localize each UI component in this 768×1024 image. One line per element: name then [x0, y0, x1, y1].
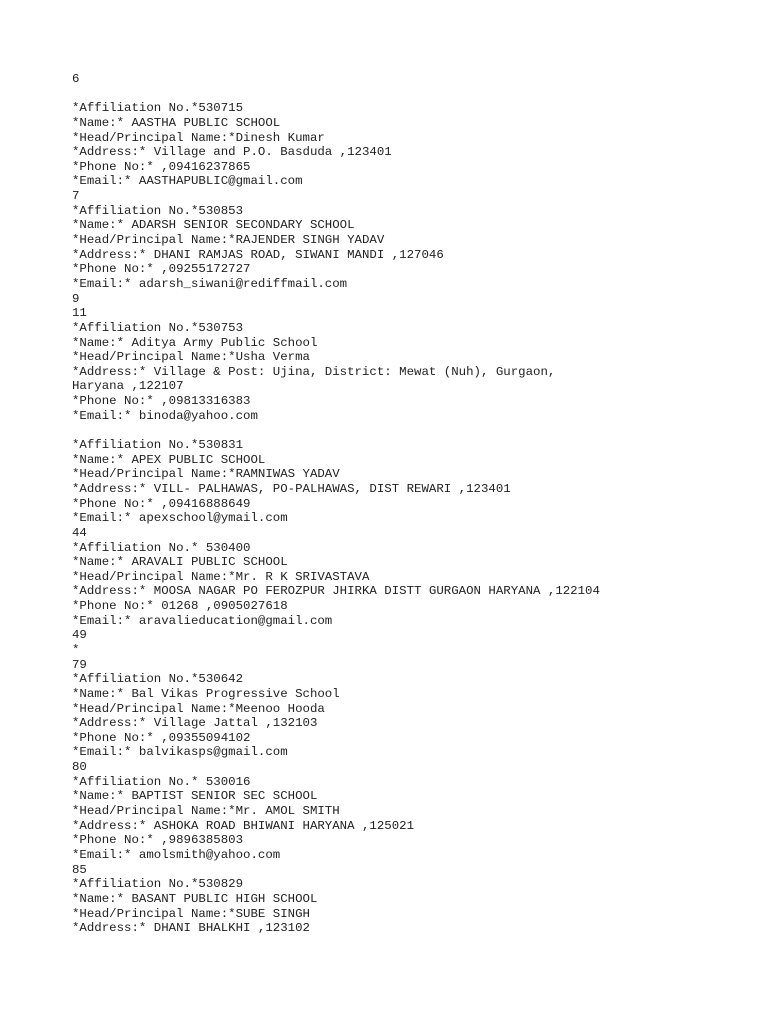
text-line: *Email:* amolsmith@yahoo.com [72, 847, 281, 862]
text-line: *Email:* balvikasps@gmail.com [72, 745, 288, 760]
text-line: *Phone No:* ,09255172727 [72, 262, 251, 277]
text-line: *Phone No:* ,09416888649 [72, 496, 251, 511]
text-line: *Head/Principal Name:*Mr. R K SRIVASTAVA [72, 569, 370, 584]
text-line: *Affiliation No.*530642 [72, 672, 244, 687]
text-line: 9 [72, 291, 80, 306]
text-line: *Name:* AASTHA PUBLIC SCHOOL [72, 115, 281, 130]
text-line: 49 [72, 628, 87, 643]
text-line: *Address:* DHANI RAMJAS ROAD, SIWANI MANDI ,127046 [72, 247, 444, 262]
text-line: *Name:* APEX PUBLIC SCHOOL [72, 452, 266, 467]
text-line: *Email:* aravalieducation@gmail.com [72, 613, 333, 628]
text-line: *Address:* VILL- PALHAWAS, PO-PALHAWAS, DIST REWARI ,123401 [72, 481, 511, 496]
text-line: *Address:* Village and P.O. Basduda ,123401 [72, 145, 392, 160]
text-line: Haryana ,122107 [72, 379, 184, 394]
text-line: *Head/Principal Name:*Meenoo Hooda [72, 701, 325, 716]
text-line: *Phone No:* ,09355094102 [72, 730, 251, 745]
text-line: *Address:* Village Jattal ,132103 [72, 716, 318, 731]
text-line: *Head/Principal Name:*Mr. AMOL SMITH [72, 804, 340, 819]
text-line [72, 87, 752, 102]
text-line: *Affiliation No.* 530016 [72, 774, 251, 789]
text-line: *Address:* Village & Post: Ujina, District: Mewat (Nuh), Gurgaon, [72, 364, 556, 379]
text-line: *Affiliation No.*530753 [72, 320, 244, 335]
text-line: *Name:* Bal Vikas Progressive School [72, 686, 340, 701]
text-line: 11 [72, 306, 87, 321]
text-line: *Name:* Aditya Army Public School [72, 335, 318, 350]
text-line: *Phone No:* 01268 ,0905027618 [72, 599, 288, 614]
text-line: *Head/Principal Name:*RAJENDER SINGH YADAV [72, 233, 385, 248]
text-line: *Email:* AASTHAPUBLIC@gmail.com [72, 174, 303, 189]
text-line: *Address:* ASHOKA ROAD BHIWANI HARYANA ,125021 [72, 818, 415, 833]
text-line: *Affiliation No.*530715 [72, 101, 244, 116]
text-line: *Head/Principal Name:*SUBE SINGH [72, 906, 310, 921]
text-line: *Name:* ARAVALI PUBLIC SCHOOL [72, 555, 288, 570]
text-line: * [72, 642, 80, 657]
text-line: *Head/Principal Name:*Dinesh Kumar [72, 130, 325, 145]
text-line: 7 [72, 189, 80, 204]
text-line: *Affiliation No.* 530400 [72, 540, 251, 555]
text-line: *Phone No:* ,09813316383 [72, 394, 251, 409]
text-line: *Email:* apexschool@ymail.com [72, 511, 288, 526]
text-line: *Address:* DHANI BHALKHI ,123102 [72, 921, 310, 936]
text-line: *Affiliation No.*530853 [72, 203, 244, 218]
text-line: 80 [72, 760, 87, 775]
document-page [72, 72, 752, 936]
text-line: *Affiliation No.*530831 [72, 438, 244, 453]
text-line: *Phone No:* ,9896385803 [72, 833, 244, 848]
text-line [72, 423, 752, 438]
text-line: 85 [72, 862, 87, 877]
text-line: *Name:* BAPTIST SENIOR SEC SCHOOL [72, 789, 318, 804]
text-line: *Email:* binoda@yahoo.com [72, 408, 258, 423]
text-line: *Affiliation No.*530829 [72, 877, 244, 892]
text-line: *Name:* BASANT PUBLIC HIGH SCHOOL [72, 891, 318, 906]
text-line: *Head/Principal Name:*RAMNIWAS YADAV [72, 467, 340, 482]
text-line: *Email:* adarsh_siwani@rediffmail.com [72, 276, 348, 291]
text-line: *Address:* MOOSA NAGAR PO FEROZPUR JHIRKA DISTT GURGAON HARYANA ,122104 [72, 584, 600, 599]
text-line: *Head/Principal Name:*Usha Verma [72, 350, 310, 365]
text-line: *Name:* ADARSH SENIOR SECONDARY SCHOOL [72, 218, 355, 233]
text-line: *Phone No:* ,09416237865 [72, 159, 251, 174]
text-line: 79 [72, 657, 87, 672]
text-line: 44 [72, 525, 87, 540]
text-line: 6 [72, 72, 80, 86]
